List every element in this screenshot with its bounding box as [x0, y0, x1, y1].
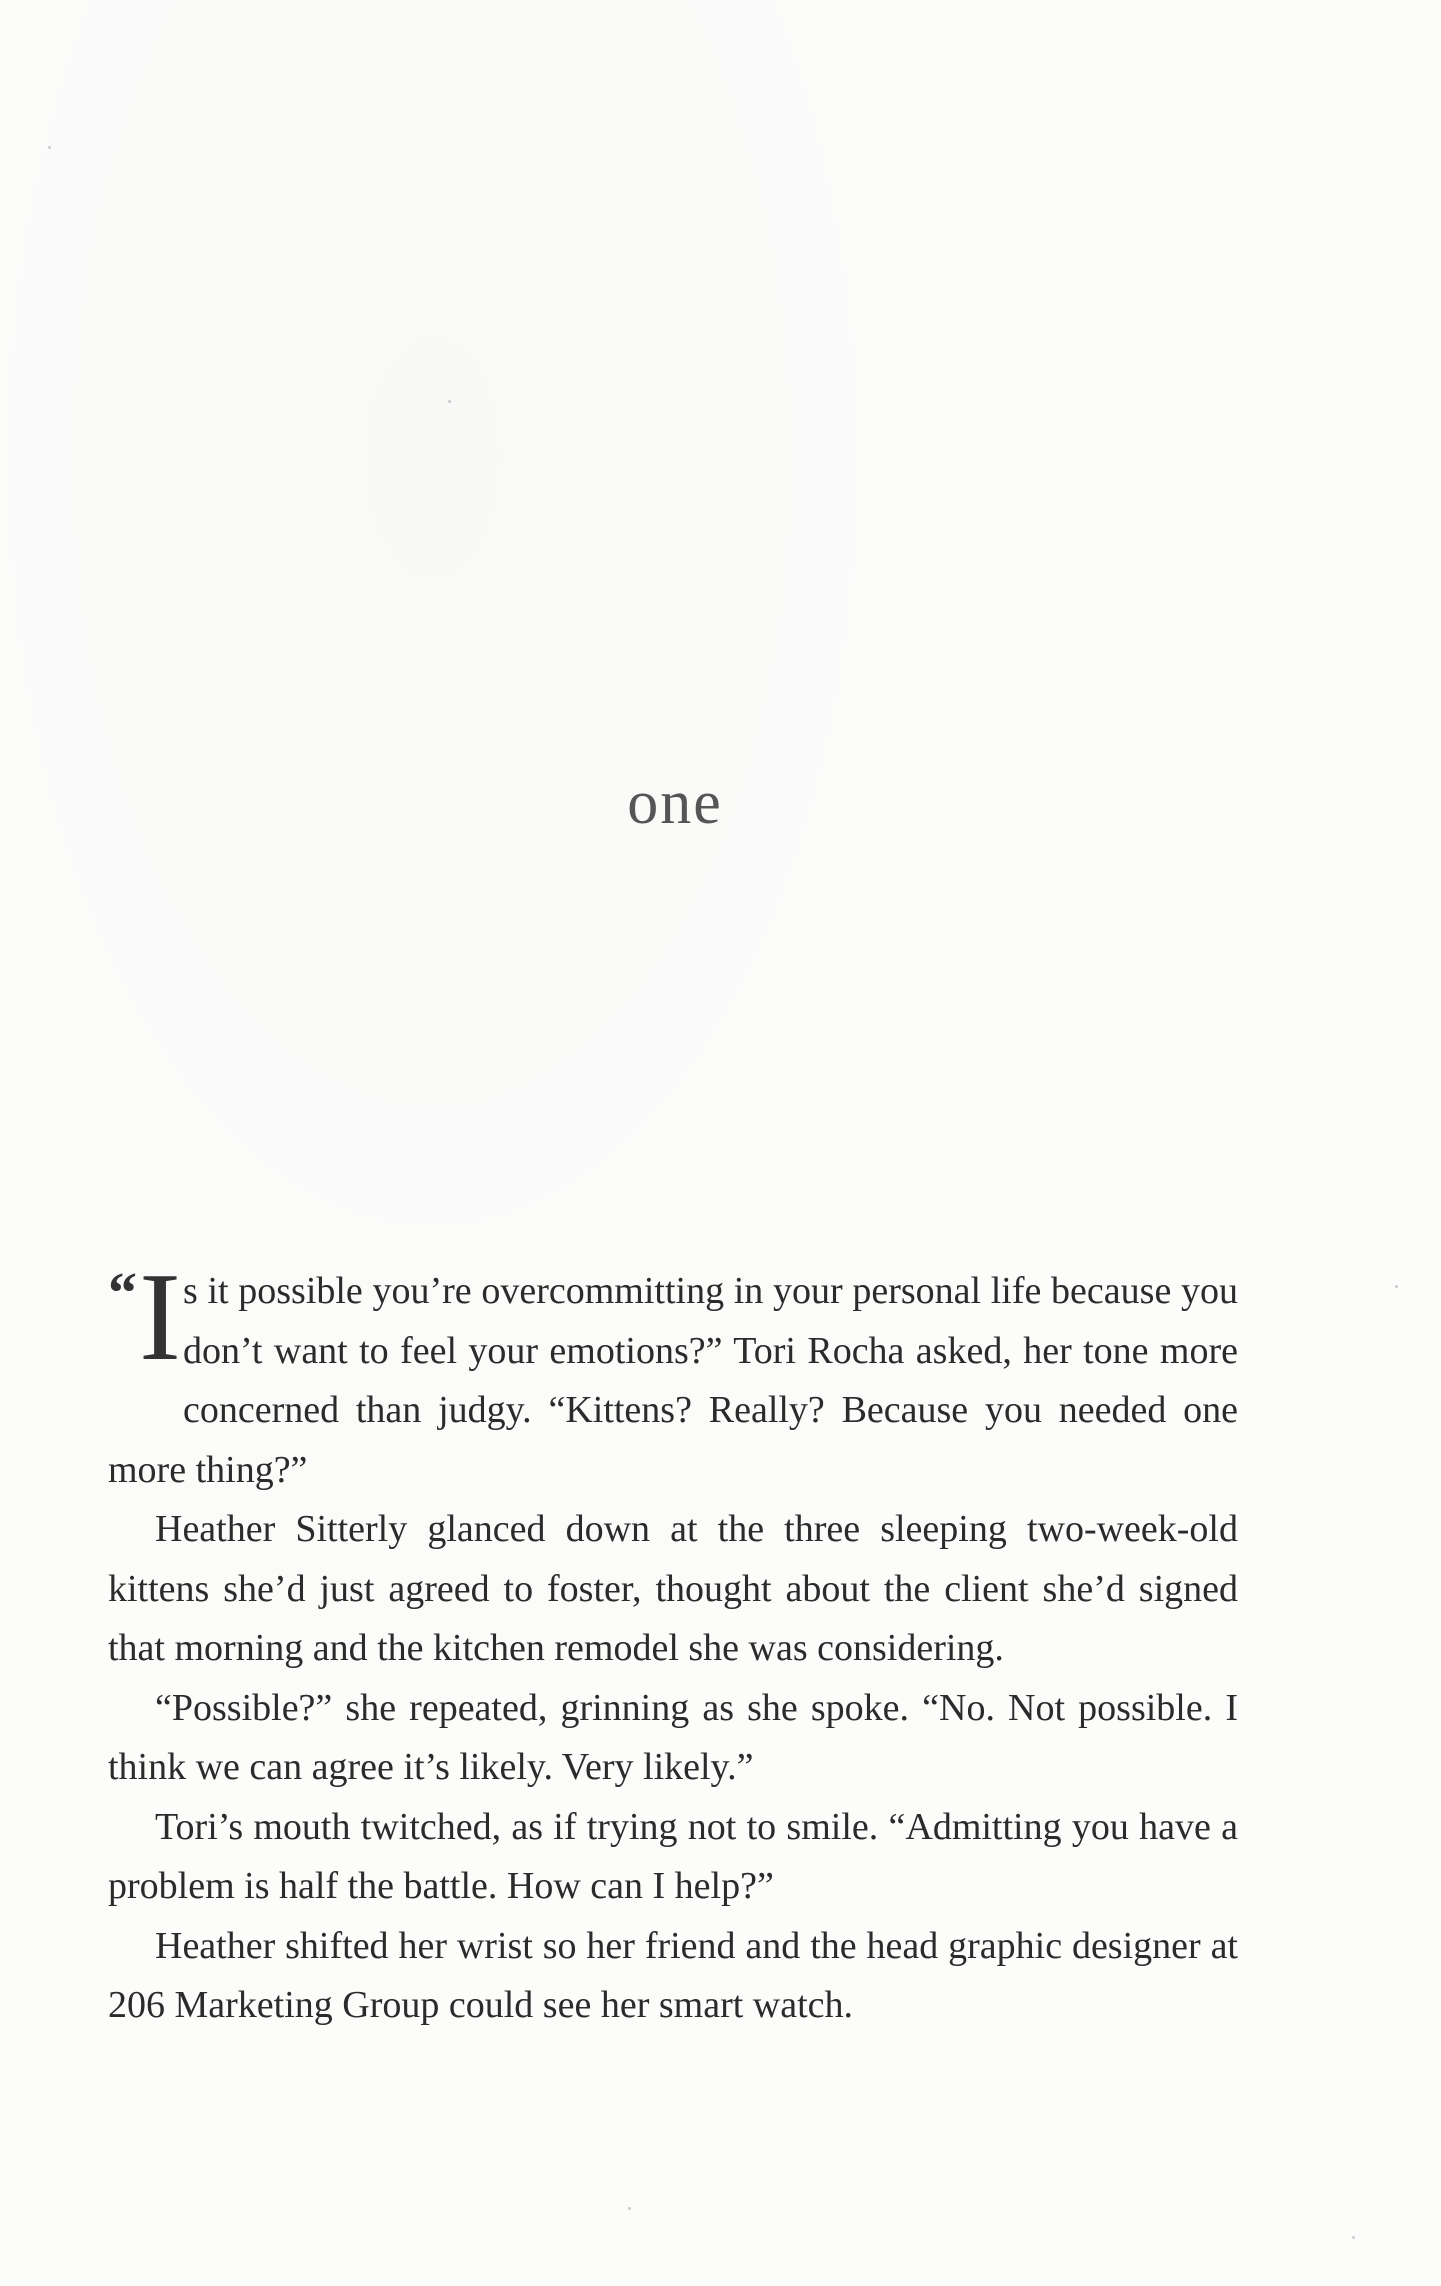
opening-quote-mark: “: [108, 1260, 137, 1325]
paper-speck: [628, 2207, 631, 2210]
paragraph: Heather shifted her wrist so her friend and the head graphic designer at 206 Marketing Group could see her smart watch.: [108, 1924, 1238, 2026]
paragraph: “Possible?” she repeated, grinning as she spoke. “No. Not possible. I think we can agree it’s likely. Very likely.”: [108, 1686, 1238, 1788]
drop-cap-letter: I: [139, 1248, 181, 1387]
paper-speck: [448, 400, 451, 403]
chapter-title: one: [627, 769, 723, 837]
drop-cap-block: [108, 1248, 181, 1387]
paper-speck: [48, 146, 51, 149]
opening-paragraph: [108, 1248, 1238, 1500]
paper-speck: [1352, 2236, 1355, 2239]
opening-text: s it possible you’re overcommitting in your personal life because you don’t want to feel your emotions?” Tori Rocha asked, her tone more concerned than judgy. “Kittens? Really? Because you needed one more thing?”: [108, 1270, 1238, 1491]
paragraph: Heather Sitterly glanced down at the three sleeping two-week-old kittens she’d just agreed to foster, thought about the client she’d signed that morning and the kitchen remodel she was considering.: [108, 1508, 1238, 1669]
paragraph: Tori’s mouth twitched, as if trying not to smile. “Admitting you have a problem is half the battle. How can I help?”: [108, 1805, 1238, 1907]
chapter-body: [108, 1248, 1238, 2036]
paper-speck: [1395, 1285, 1398, 1288]
